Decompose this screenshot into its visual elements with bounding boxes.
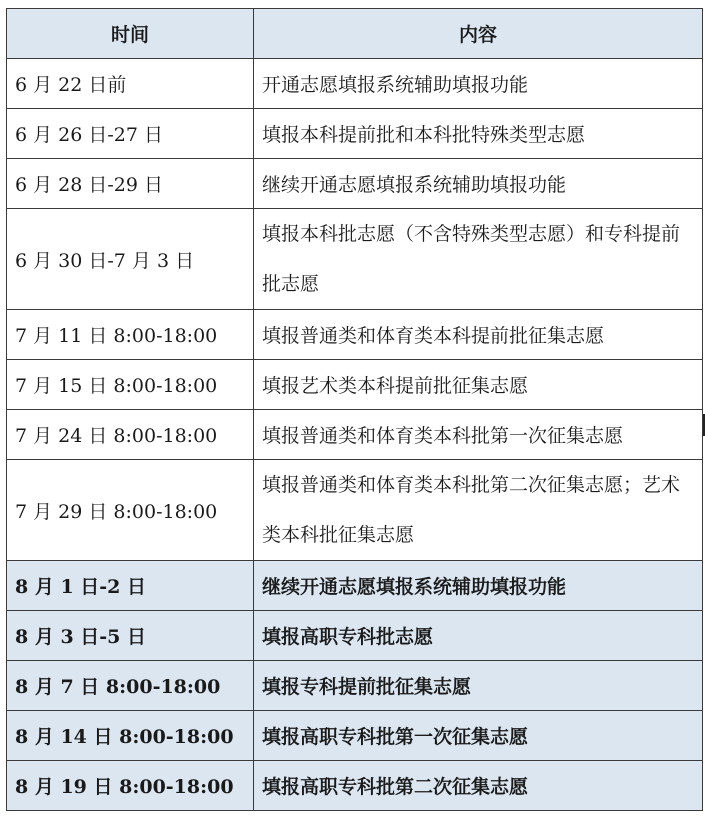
table-header-row: [7, 9, 703, 59]
content-cell: 填报高职专科批志愿: [254, 611, 703, 661]
time-cell: 6 月 30 日-7 月 3 日: [7, 209, 254, 310]
table-row: [7, 360, 703, 410]
content-cell: 填报普通类和体育类本科批第一次征集志愿: [254, 410, 703, 460]
content-cell: 继续开通志愿填报系统辅助填报功能: [254, 159, 703, 209]
table-row: [7, 410, 703, 460]
content-cell: 填报高职专科批第一次征集志愿: [254, 711, 703, 761]
time-cell: 8 月 19 日 8:00-18:00: [7, 761, 254, 811]
time-cell: 7 月 15 日 8:00-18:00: [7, 360, 254, 410]
time-cell: 8 月 14 日 8:00-18:00: [7, 711, 254, 761]
time-cell: 7 月 29 日 8:00-18:00: [7, 460, 254, 561]
content-cell: 填报本科批志愿（不含特殊类型志愿）和专科提前批志愿: [254, 209, 703, 310]
content-cell: 填报专科提前批征集志愿: [254, 661, 703, 711]
table-row: [7, 109, 703, 159]
content-cell: 填报普通类和体育类本科批第二次征集志愿；艺术类本科批征集志愿: [254, 460, 703, 561]
time-cell: 6 月 26 日-27 日: [7, 109, 254, 159]
time-cell: 8 月 3 日-5 日: [7, 611, 254, 661]
schedule-table: [6, 8, 703, 811]
table-row: [7, 209, 703, 310]
time-cell: 6 月 22 日前: [7, 59, 254, 109]
table-row-highlighted: [7, 661, 703, 711]
table-row-highlighted: [7, 561, 703, 611]
table-row-highlighted: [7, 611, 703, 661]
header-content: 内容: [254, 9, 703, 59]
time-cell: 8 月 7 日 8:00-18:00: [7, 661, 254, 711]
content-cell: 填报普通类和体育类本科提前批征集志愿: [254, 310, 703, 360]
content-cell: 填报高职专科批第二次征集志愿: [254, 761, 703, 811]
header-time: 时间: [7, 9, 254, 59]
table-row: [7, 310, 703, 360]
content-cell: 开通志愿填报系统辅助填报功能: [254, 59, 703, 109]
table-row-highlighted: [7, 761, 703, 811]
table-row: [7, 159, 703, 209]
time-cell: 7 月 11 日 8:00-18:00: [7, 310, 254, 360]
table-row: [7, 59, 703, 109]
time-cell: 8 月 1 日-2 日: [7, 561, 254, 611]
table-row: [7, 460, 703, 561]
content-cell: 继续开通志愿填报系统辅助填报功能: [254, 561, 703, 611]
content-cell: 填报本科提前批和本科批特殊类型志愿: [254, 109, 703, 159]
table-row-highlighted: [7, 711, 703, 761]
time-cell: 7 月 24 日 8:00-18:00: [7, 410, 254, 460]
time-cell: 6 月 28 日-29 日: [7, 159, 254, 209]
content-cell: 填报艺术类本科提前批征集志愿: [254, 360, 703, 410]
